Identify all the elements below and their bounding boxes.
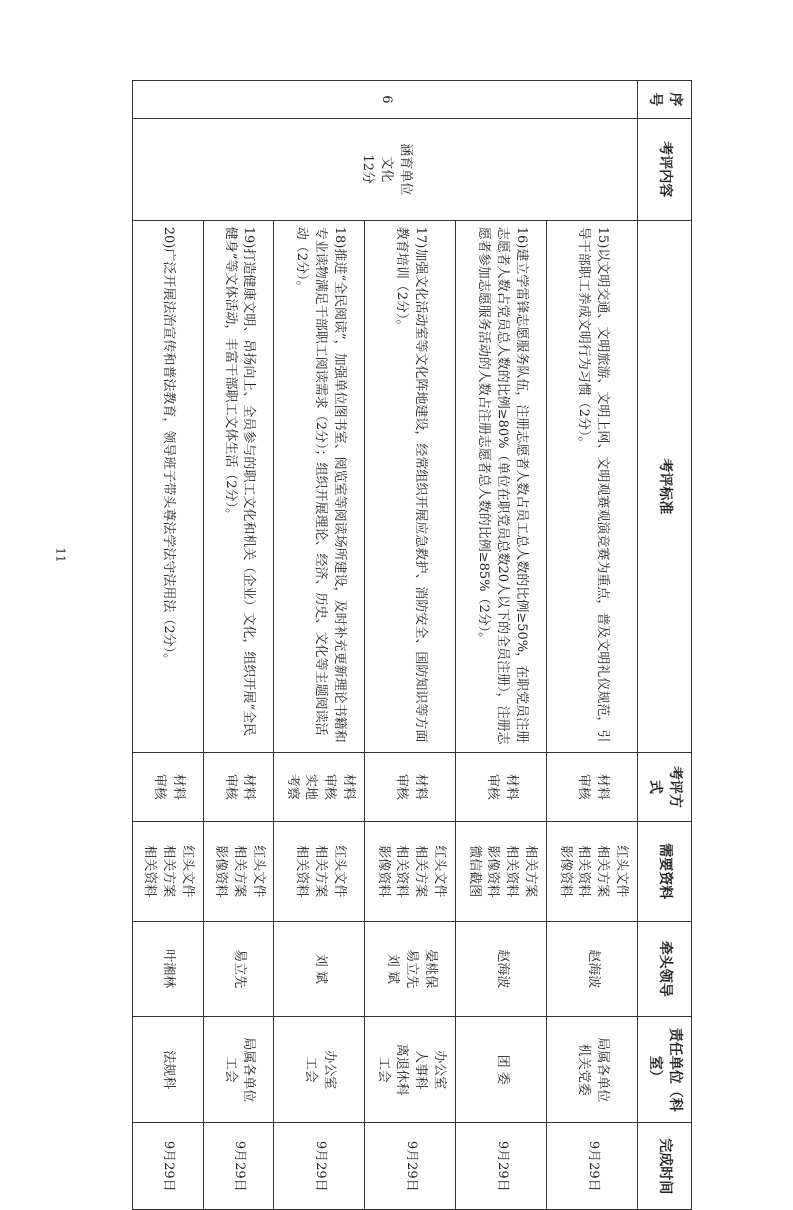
row-standard: 18)推进“全民阅读”，加强单位图书室、阅览室等阅读场所建设，及时补充更新理论书籍和专业读物满足干部职工阅读需求（2分）；组织开展理论、经济、历史、文化等主题阅读活动（2分）。	[274, 220, 365, 752]
header-unit: 责任单位（科室）	[638, 1017, 692, 1123]
row-leader: 赵海波	[547, 921, 638, 1016]
header-row	[638, 81, 692, 1210]
table-row	[133, 81, 204, 1210]
row-materials: 红头文件 相关方案 影像资料	[203, 821, 274, 921]
header-content: 考评内容	[638, 118, 692, 220]
row-time: 9月29日	[365, 1123, 456, 1210]
header-materials: 需要资料	[638, 821, 692, 921]
row-time: 9月29日	[456, 1123, 547, 1210]
row-time: 9月29日	[547, 1123, 638, 1210]
row-time: 9月29日	[274, 1123, 365, 1210]
row-method: 材料 审核	[203, 753, 274, 822]
row-time: 9月29日	[133, 1123, 204, 1210]
header-leader: 牵头领导	[638, 921, 692, 1016]
row-unit: 局属各单位 机关党委	[547, 1017, 638, 1123]
table-row	[456, 81, 547, 1210]
row-leader: 刘 斌	[274, 921, 365, 1016]
header-time: 完成时间	[638, 1123, 692, 1210]
row-standard: 20)广泛开展法治宣传和普法教育，领导班子带头尊法学法守法用法（2分）。	[133, 220, 204, 752]
header-standard: 考评标准	[638, 220, 692, 752]
row-leader: 易立先	[203, 921, 274, 1016]
row-method: 材料 审核	[456, 753, 547, 822]
table-row	[203, 81, 274, 1210]
row-leader: 叶湘林	[133, 921, 204, 1016]
row-materials: 相关方案 相关资料 影像资料 微信截图	[456, 821, 547, 921]
group-number: 6	[133, 81, 639, 119]
row-unit: 法规科	[133, 1017, 204, 1123]
row-unit: 办公室 工会	[274, 1017, 365, 1123]
row-standard: 16)建立学雷锋志愿服务队伍，注册志愿者人数占员工总人数的比例≥50%，在职党员注册志愿者人数占党员总人数的比例≥80%（单位在职党员总数20人以下的全员注册），注册志愿者参加志愿服务活动的人数占注册志愿者总人数的比例≥85%（2分）。	[456, 220, 547, 752]
row-materials: 红头文件 相关方案 相关资料 影像资料	[547, 821, 638, 921]
row-method: 材料 审核	[547, 753, 638, 822]
row-unit: 办公室 人事科 离退休科 工会	[365, 1017, 456, 1123]
row-method: 材料 审核 实地 考察	[274, 753, 365, 822]
evaluation-table	[132, 80, 692, 1210]
row-standard: 15)以文明交通、文明旅游、文明上网、文明观赛观演竞赛为重点，普及文明礼仪规范，引导干部职工养成文明行为习惯（2分）。	[547, 220, 638, 752]
row-method: 材料 审核	[133, 753, 204, 822]
row-materials: 红头文件 相关方案 相关资料	[133, 821, 204, 921]
rotated-table-wrapper	[132, 80, 692, 1210]
row-leader: 赵海波	[456, 921, 547, 1016]
row-unit: 团 委	[456, 1017, 547, 1123]
row-materials: 红头文件 相关方案 相关资料 影像资料	[365, 821, 456, 921]
row-standard: 19)打造健康文明、昂扬向上、全员参与的职工文化和机关（企业）文化，组织开展“全民健身”等文体活动，丰富干部职工文体生活（2分）。	[203, 220, 274, 752]
group-content: 涵育单位 文化 12分	[133, 118, 639, 220]
row-unit: 局属各单位 工会	[203, 1017, 274, 1123]
table-row	[547, 81, 638, 1210]
table-row	[365, 81, 456, 1210]
header-no: 序号	[638, 81, 692, 119]
page-number: 11	[53, 547, 68, 563]
header-method: 考评方式	[638, 753, 692, 822]
table-row	[274, 81, 365, 1210]
row-leader: 晏桃保 易立先 刘 斌	[365, 921, 456, 1016]
row-standard: 17)加强文化活动室等文化阵地建设，经常组织开展应急救护、消防安全、国防知识等方面教育培训（2分）。	[365, 220, 456, 752]
row-time: 9月29日	[203, 1123, 274, 1210]
row-method: 材料 审核	[365, 753, 456, 822]
row-materials: 红头文件 相关方案 相关资料	[274, 821, 365, 921]
